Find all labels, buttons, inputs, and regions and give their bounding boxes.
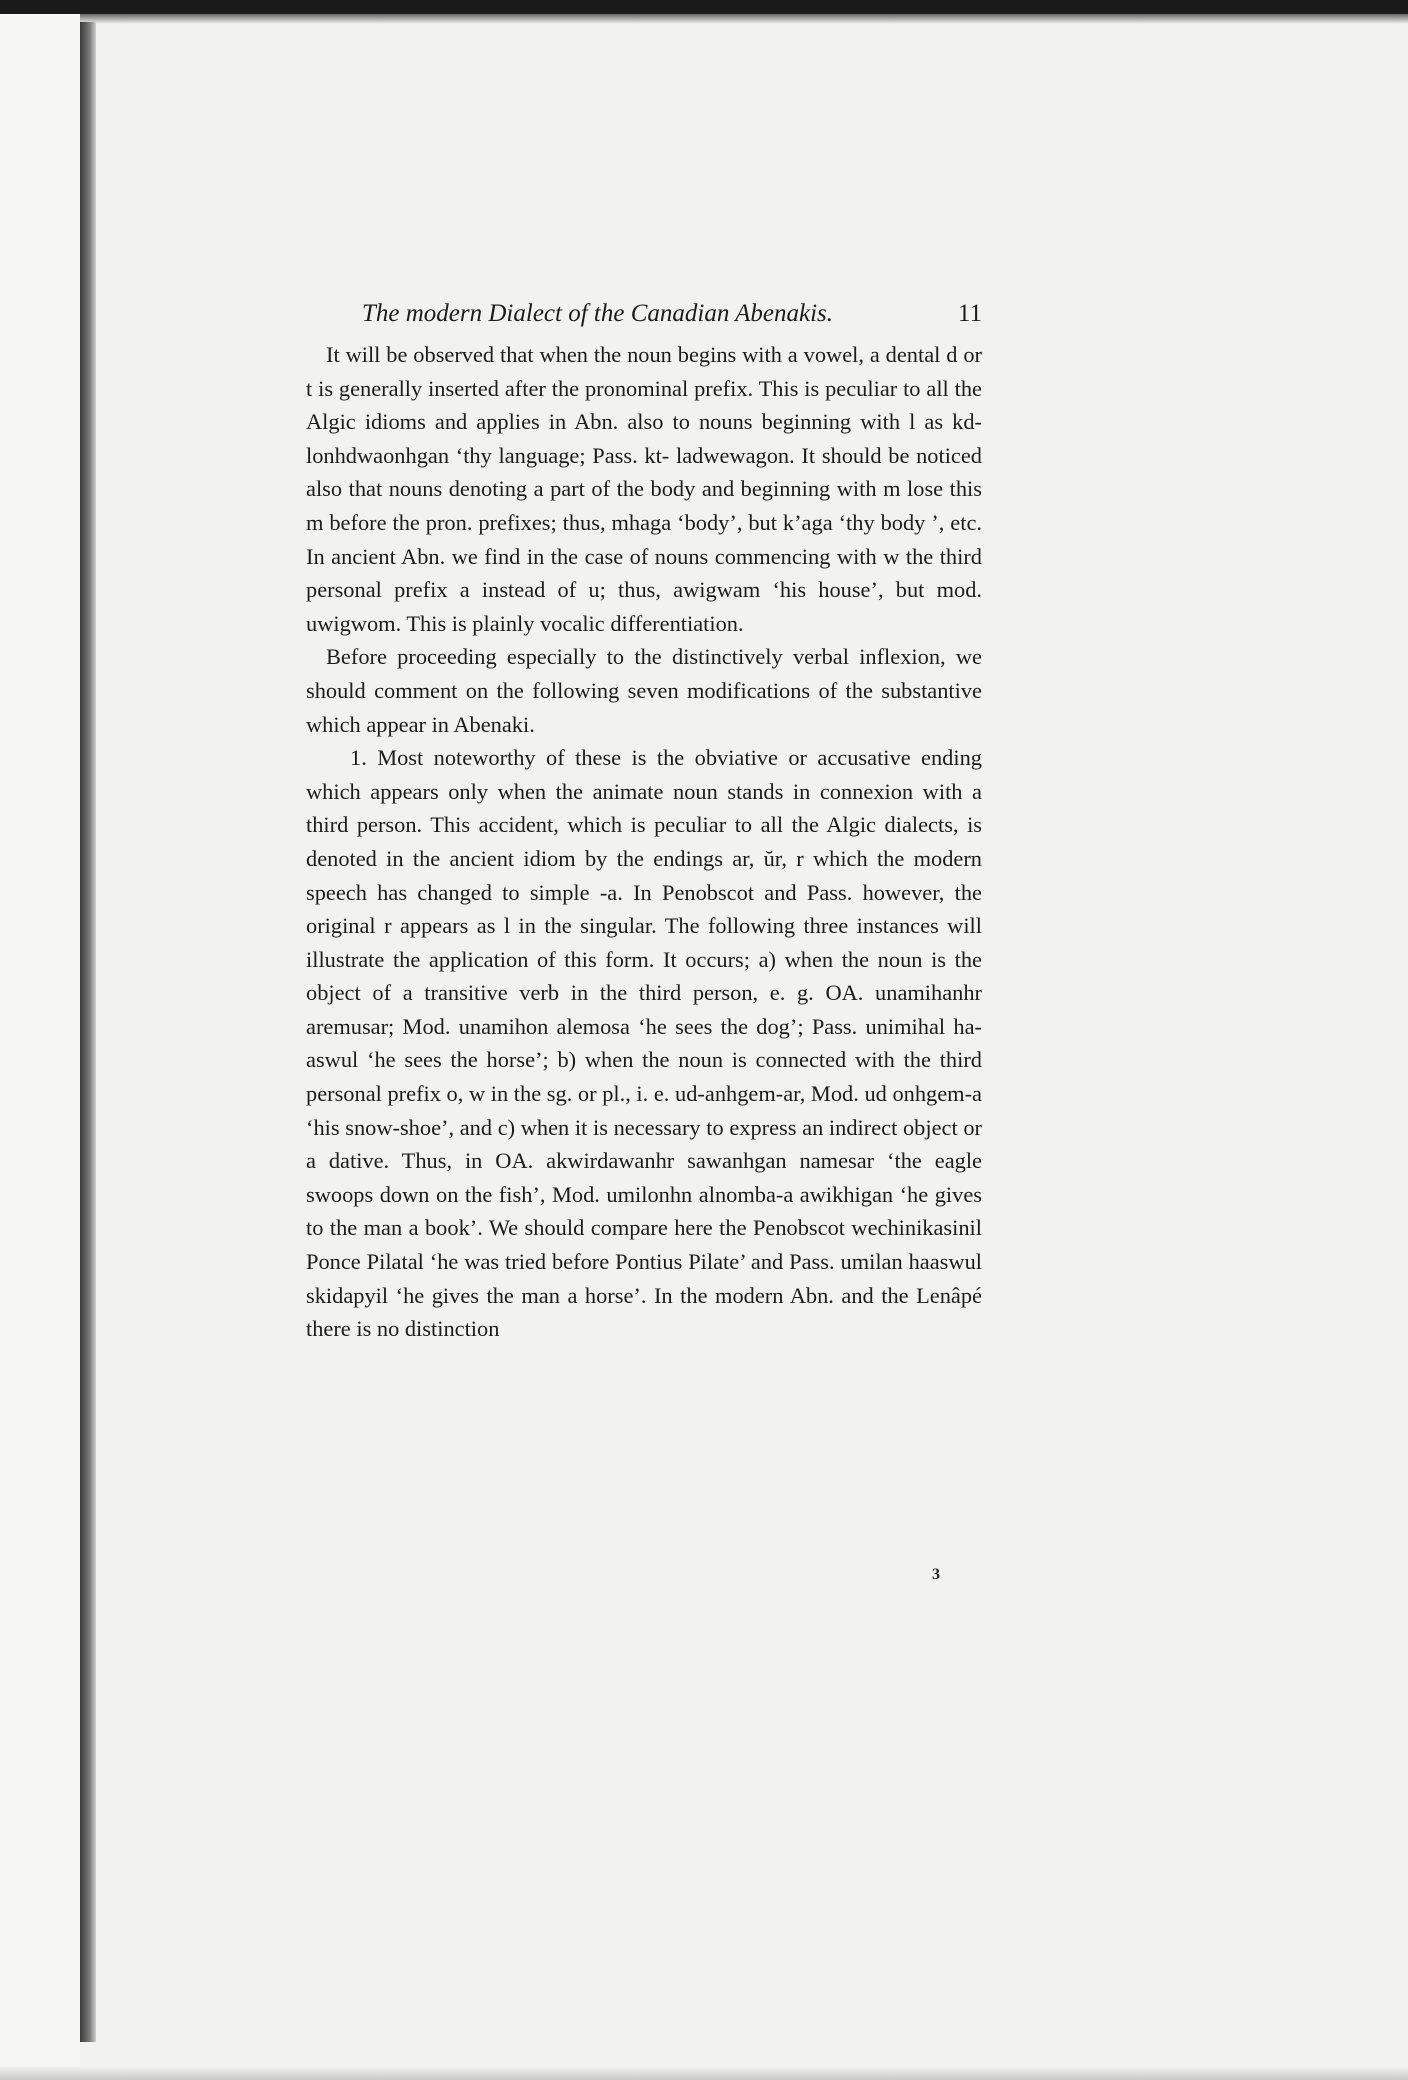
- left-margin: [0, 14, 80, 2080]
- scan-bottom-border: [0, 2066, 1408, 2080]
- paragraph: It will be observed that when the noun begins with a vowel, a dental d or t is generally inserted after the pronominal prefix. This is peculiar to all the Algic idioms and applies in Abn. also to nouns beginning with l as kd- lonhdwaonhgan ‘thy language; Pass. kt- ladwewagon. It should be noticed also that nouns denoting a part of the body and beginning with m lose this m before the pron. prefixes; thus, mhaga ‘body’, but k’aga ‘thy body ’, etc. In ancient Abn. we find in the case of nouns commencing with w the third personal prefix a instead of u; thus, awigwam ‘his house’, but mod. uwigwom. This is plainly vocalic differentiation.: [306, 342, 982, 636]
- body-text: [306, 338, 982, 1346]
- scan-top-border: [0, 0, 1408, 14]
- running-title: The modern Dialect of the Canadian Abenakis.: [362, 300, 834, 327]
- running-header: [306, 300, 982, 328]
- signature-mark: 3: [932, 1566, 940, 1583]
- paragraph: 1. Most noteworthy of these is the obviative or accusative ending which appears only when the animate noun stands in connexion with a third person. This accident, which is peculiar to all the Algic dialects, is denoted in the ancient idiom by the endings ar, ŭr, r which the modern speech has changed to simple -a. In Penobscot and Pass. however, the original r appears as l in the singular. The following three instances will illustrate the application of this form. It occurs; a) when the noun is the object of a transitive verb in the third person, e. g. OA. unamihanhr aremusar; Mod. unamihon alemosa ‘he sees the dog’; Pass. unimihal ha-aswul ‘he sees the horse’; b) when the noun is connected with the third personal prefix o, w in the sg. or pl., i. e. ud-anhgem-ar, Mod. ud onhgem-a ‘his snow-shoe’, and c) when it is necessary to express an indirect object or a dative. Thus, in OA. akwirdawanhr sawanhgan namesar ‘the eagle swoops down on the fish’, Mod. umilonhn alnomba-a awikhigan ‘he gives to the man a book’. We should compare here the Penobscot wechinikasinil Ponce Pilatal ‘he was tried before Pontius Pilate’ and Pass. umilan haaswul skidapyil ‘he gives the man a horse’. In the modern Abn. and the Lenâpé there is no distinction: [306, 745, 982, 1342]
- book-page: [306, 300, 982, 1346]
- scan-top-shadow: [0, 14, 1408, 24]
- paragraph: Before proceeding especially to the distinctively verbal inflexion, we should comment on the following seven modifications of the substantive which appear in Abenaki.: [306, 644, 982, 737]
- page-spine-shadow: [80, 22, 96, 2042]
- page-number: 11: [957, 300, 982, 327]
